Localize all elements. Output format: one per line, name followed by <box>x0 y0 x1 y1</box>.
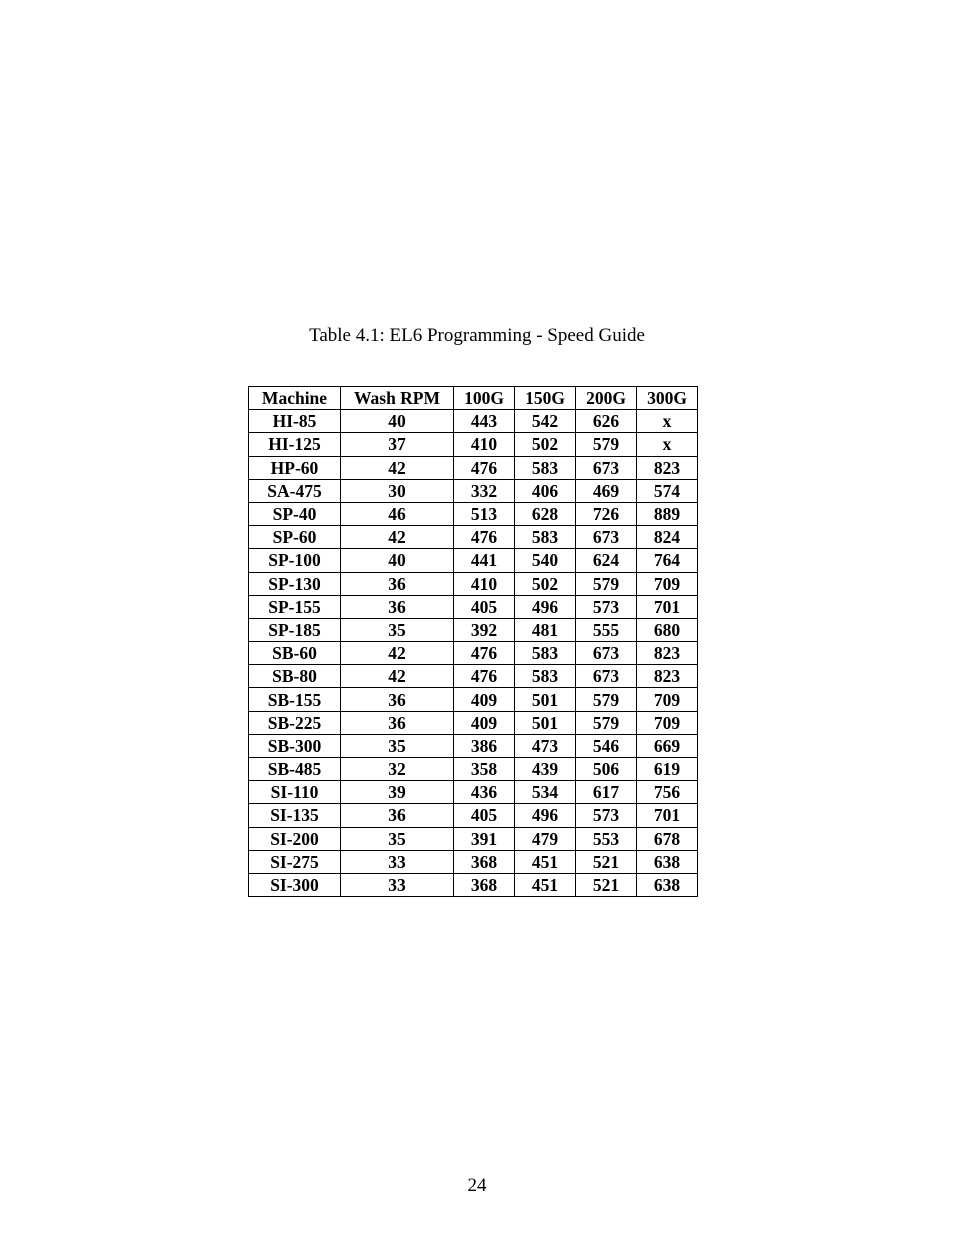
cell-200g: 726 <box>576 502 637 525</box>
cell-wash-rpm: 42 <box>341 456 454 479</box>
cell-200g: 573 <box>576 595 637 618</box>
cell-100g: 409 <box>454 688 515 711</box>
table-row <box>249 873 698 896</box>
table-row <box>249 572 698 595</box>
cell-100g: 405 <box>454 595 515 618</box>
cell-100g: 368 <box>454 873 515 896</box>
cell-100g: 392 <box>454 618 515 641</box>
cell-200g: 673 <box>576 642 637 665</box>
table-row <box>249 595 698 618</box>
cell-100g: 513 <box>454 502 515 525</box>
cell-machine: SB-80 <box>249 665 341 688</box>
cell-200g: 573 <box>576 804 637 827</box>
cell-150g: 534 <box>515 781 576 804</box>
cell-200g: 579 <box>576 711 637 734</box>
cell-machine: SP-60 <box>249 526 341 549</box>
speed-guide-table <box>248 386 698 897</box>
cell-wash-rpm: 40 <box>341 549 454 572</box>
cell-wash-rpm: 35 <box>341 827 454 850</box>
cell-200g: 579 <box>576 688 637 711</box>
cell-300g: 823 <box>637 665 698 688</box>
cell-200g: 521 <box>576 873 637 896</box>
cell-wash-rpm: 36 <box>341 711 454 734</box>
header-150g: 150G <box>515 387 576 410</box>
cell-300g: x <box>637 410 698 433</box>
table-body <box>249 410 698 897</box>
cell-machine: SB-485 <box>249 758 341 781</box>
cell-200g: 506 <box>576 758 637 781</box>
cell-300g: 824 <box>637 526 698 549</box>
cell-300g: 709 <box>637 572 698 595</box>
table-caption: Table 4.1: EL6 Programming - Speed Guide <box>309 325 645 346</box>
cell-200g: 469 <box>576 479 637 502</box>
cell-wash-rpm: 36 <box>341 572 454 595</box>
cell-300g: 709 <box>637 711 698 734</box>
cell-300g: 709 <box>637 688 698 711</box>
cell-100g: 405 <box>454 804 515 827</box>
cell-200g: 579 <box>576 572 637 595</box>
table-row <box>249 758 698 781</box>
cell-machine: SB-300 <box>249 734 341 757</box>
cell-150g: 473 <box>515 734 576 757</box>
cell-150g: 628 <box>515 502 576 525</box>
cell-machine: SI-110 <box>249 781 341 804</box>
cell-150g: 583 <box>515 456 576 479</box>
cell-100g: 410 <box>454 572 515 595</box>
cell-wash-rpm: 39 <box>341 781 454 804</box>
cell-100g: 476 <box>454 642 515 665</box>
table-row <box>249 827 698 850</box>
cell-300g: 889 <box>637 502 698 525</box>
cell-300g: 574 <box>637 479 698 502</box>
cell-300g: 701 <box>637 595 698 618</box>
cell-100g: 332 <box>454 479 515 502</box>
cell-machine: SP-155 <box>249 595 341 618</box>
cell-100g: 476 <box>454 526 515 549</box>
cell-150g: 481 <box>515 618 576 641</box>
cell-200g: 624 <box>576 549 637 572</box>
cell-150g: 583 <box>515 642 576 665</box>
cell-200g: 626 <box>576 410 637 433</box>
table-row <box>249 781 698 804</box>
cell-100g: 386 <box>454 734 515 757</box>
cell-150g: 540 <box>515 549 576 572</box>
cell-100g: 436 <box>454 781 515 804</box>
cell-wash-rpm: 42 <box>341 665 454 688</box>
cell-300g: 823 <box>637 456 698 479</box>
cell-machine: SI-300 <box>249 873 341 896</box>
cell-machine: SP-100 <box>249 549 341 572</box>
cell-150g: 496 <box>515 595 576 618</box>
cell-150g: 583 <box>515 665 576 688</box>
cell-150g: 439 <box>515 758 576 781</box>
cell-300g: 638 <box>637 850 698 873</box>
cell-wash-rpm: 30 <box>341 479 454 502</box>
cell-wash-rpm: 42 <box>341 642 454 665</box>
cell-200g: 546 <box>576 734 637 757</box>
cell-machine: SP-185 <box>249 618 341 641</box>
cell-300g: 619 <box>637 758 698 781</box>
cell-150g: 542 <box>515 410 576 433</box>
table-header-row <box>249 387 698 410</box>
table-row <box>249 526 698 549</box>
cell-machine: SP-130 <box>249 572 341 595</box>
cell-300g: 638 <box>637 873 698 896</box>
cell-machine: HI-125 <box>249 433 341 456</box>
cell-200g: 579 <box>576 433 637 456</box>
table-row <box>249 642 698 665</box>
cell-300g: 701 <box>637 804 698 827</box>
cell-300g: 680 <box>637 618 698 641</box>
cell-100g: 358 <box>454 758 515 781</box>
cell-100g: 476 <box>454 665 515 688</box>
table-row <box>249 734 698 757</box>
cell-100g: 368 <box>454 850 515 873</box>
cell-150g: 479 <box>515 827 576 850</box>
table-row <box>249 479 698 502</box>
table-row <box>249 618 698 641</box>
cell-machine: SB-225 <box>249 711 341 734</box>
cell-150g: 451 <box>515 873 576 896</box>
cell-150g: 451 <box>515 850 576 873</box>
cell-machine: SI-200 <box>249 827 341 850</box>
table-row <box>249 711 698 734</box>
table-row <box>249 850 698 873</box>
table-row <box>249 688 698 711</box>
cell-wash-rpm: 35 <box>341 618 454 641</box>
header-300g: 300G <box>637 387 698 410</box>
cell-machine: SP-40 <box>249 502 341 525</box>
cell-machine: SB-155 <box>249 688 341 711</box>
cell-150g: 501 <box>515 711 576 734</box>
cell-300g: 823 <box>637 642 698 665</box>
cell-200g: 555 <box>576 618 637 641</box>
cell-150g: 583 <box>515 526 576 549</box>
cell-100g: 441 <box>454 549 515 572</box>
cell-machine: SI-135 <box>249 804 341 827</box>
cell-100g: 409 <box>454 711 515 734</box>
table-row <box>249 804 698 827</box>
cell-150g: 406 <box>515 479 576 502</box>
cell-200g: 673 <box>576 456 637 479</box>
table-row <box>249 456 698 479</box>
cell-200g: 521 <box>576 850 637 873</box>
table-row <box>249 410 698 433</box>
header-wash-rpm: Wash RPM <box>341 387 454 410</box>
table-row <box>249 433 698 456</box>
header-200g: 200G <box>576 387 637 410</box>
cell-300g: 669 <box>637 734 698 757</box>
cell-100g: 410 <box>454 433 515 456</box>
cell-100g: 476 <box>454 456 515 479</box>
cell-200g: 553 <box>576 827 637 850</box>
cell-wash-rpm: 36 <box>341 804 454 827</box>
cell-300g: 678 <box>637 827 698 850</box>
cell-150g: 496 <box>515 804 576 827</box>
cell-machine: SI-275 <box>249 850 341 873</box>
cell-wash-rpm: 42 <box>341 526 454 549</box>
cell-300g: 756 <box>637 781 698 804</box>
cell-200g: 673 <box>576 665 637 688</box>
page-number: 24 <box>467 1175 487 1196</box>
cell-wash-rpm: 40 <box>341 410 454 433</box>
table-row <box>249 665 698 688</box>
table-row <box>249 502 698 525</box>
table-row <box>249 549 698 572</box>
cell-machine: SB-60 <box>249 642 341 665</box>
cell-150g: 502 <box>515 433 576 456</box>
header-machine: Machine <box>249 387 341 410</box>
cell-wash-rpm: 36 <box>341 595 454 618</box>
cell-wash-rpm: 32 <box>341 758 454 781</box>
header-100g: 100G <box>454 387 515 410</box>
cell-machine: SA-475 <box>249 479 341 502</box>
cell-200g: 673 <box>576 526 637 549</box>
cell-300g: x <box>637 433 698 456</box>
cell-wash-rpm: 36 <box>341 688 454 711</box>
cell-machine: HI-85 <box>249 410 341 433</box>
cell-150g: 502 <box>515 572 576 595</box>
cell-100g: 443 <box>454 410 515 433</box>
cell-wash-rpm: 35 <box>341 734 454 757</box>
cell-150g: 501 <box>515 688 576 711</box>
cell-wash-rpm: 37 <box>341 433 454 456</box>
cell-200g: 617 <box>576 781 637 804</box>
cell-wash-rpm: 46 <box>341 502 454 525</box>
cell-machine: HP-60 <box>249 456 341 479</box>
cell-wash-rpm: 33 <box>341 873 454 896</box>
cell-300g: 764 <box>637 549 698 572</box>
cell-wash-rpm: 33 <box>341 850 454 873</box>
cell-100g: 391 <box>454 827 515 850</box>
